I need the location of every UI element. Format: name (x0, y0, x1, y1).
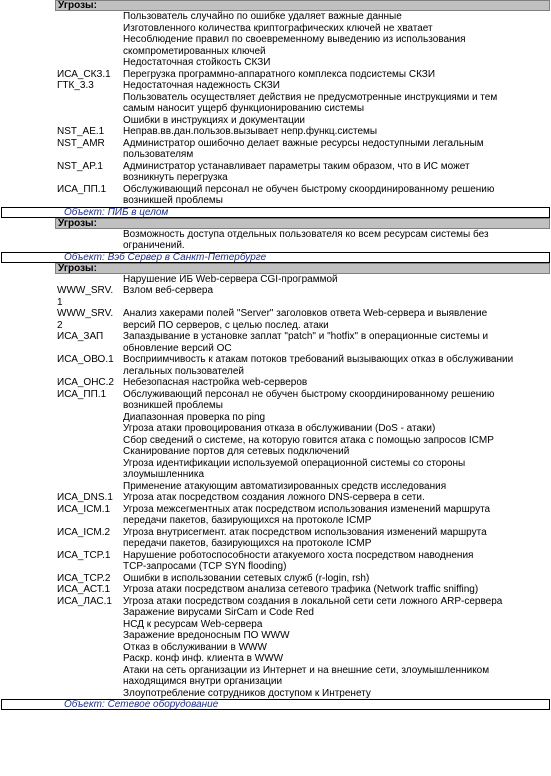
threat-description: Угроза атаки посредством создания в локальной сети сети ложного ARP-сервера (123, 595, 503, 607)
object-row (1, 699, 550, 710)
threat-code (0, 57, 123, 69)
object-row (1, 252, 550, 263)
threat-description: Применение атакующим автоматизированных средств исследования (123, 480, 447, 492)
threat-description: Нарушение ИБ Web-сервера CGI-программой (123, 273, 338, 285)
threat-code: WWW_SRV. 1 (57, 285, 114, 308)
threat-description: Заражение вирусами SirCam и Code Red (123, 607, 314, 618)
threat-row (0, 446, 551, 458)
threat-code (0, 435, 123, 447)
threat-description: Недостаточная стойкость СКЗИ (123, 57, 271, 68)
threat-row (0, 229, 551, 252)
threat-code (0, 630, 123, 642)
threat-code: ИСА_СКЗ.1 (57, 68, 111, 80)
threat-row (0, 389, 551, 412)
threat-row (0, 92, 551, 115)
threat-code (0, 607, 123, 619)
threat-row (0, 504, 551, 527)
threat-description: Сбор сведений о системе, на которую говится атака с помощью запросов ICMP (123, 434, 494, 446)
threat-row (0, 653, 551, 665)
threat-code (0, 688, 123, 700)
threat-description: Угроза идентификации используемой операционной системы со стороны злоумышленника (123, 457, 466, 480)
threat-row (0, 607, 551, 619)
threat-row (0, 115, 551, 127)
threat-code (0, 412, 123, 424)
threat-row (0, 573, 551, 585)
threat-row (0, 354, 551, 377)
threat-code: ИСА_TCP.1 (57, 549, 111, 561)
threat-row (0, 458, 551, 481)
threat-description: Восприимчивость к атакам потоков требований вызывающих отказ в обслуживании легальных пользователей (123, 354, 514, 377)
threat-description: Возможность доступа отдельных пользователя ко всем ресурсам системы без ограничений. (123, 228, 489, 251)
threat-code: ИСА_ICM.1 (57, 503, 111, 515)
threats-header-label: Угрозы: (58, 217, 97, 229)
threat-code (0, 23, 123, 35)
threat-row (0, 331, 551, 354)
threat-description: Перегрузка программно-аппаратного комплекса подсистемы СКЗИ (123, 68, 436, 80)
threat-code (0, 665, 123, 688)
threat-code (0, 642, 123, 654)
threat-description: Взлом веб-сервера (123, 285, 214, 296)
threat-description: Злоупотребление сотрудников доступом к Интренету (123, 687, 371, 699)
threat-row (0, 184, 551, 207)
threat-row (0, 481, 551, 493)
threat-row (0, 377, 551, 389)
threat-code: ИСА_ЗАП (57, 331, 104, 342)
threat-row (0, 161, 551, 184)
threat-code (0, 92, 123, 115)
object-label: Объект: ПИБ в целом (64, 206, 169, 218)
threat-description: Недостаточная надежность СКЗИ (123, 80, 280, 91)
threat-code (0, 115, 123, 127)
threat-description: Обслуживающий персонал не обучен быстрому скоординированному решению возникшей проблемы (123, 183, 495, 206)
threat-description: Небезопасная настройка web-серверов (123, 377, 308, 388)
threat-description: Сканирование портов для сетевых подключений (123, 446, 350, 457)
threat-code (0, 11, 123, 23)
threat-code: NST_AP.1 (57, 160, 103, 172)
threat-row (0, 665, 551, 688)
threat-description: Заражение вредоносным ПО WWW (123, 630, 290, 641)
threat-row (0, 308, 551, 331)
threat-description: Обслуживающий персонал не обучен быстрому скоординированному решению возникшей проблемы (123, 388, 495, 411)
threat-row (0, 527, 551, 550)
threat-description: Раскр. конф инф. клиента в WWW (123, 653, 284, 664)
threat-description: Ошибки в использовании сетевых служб (r-login, rsh) (123, 572, 370, 584)
threat-code: ИСА_ОНС.2 (57, 377, 114, 388)
threat-code (0, 653, 123, 665)
threat-description: Угроза атаки посредством анализа сетевого трафика (Network traffic sniffing) (123, 584, 479, 595)
threat-code (0, 446, 123, 458)
threat-code (0, 481, 123, 493)
threat-code: NST_AE.1 (57, 126, 105, 137)
threat-description: Угроза атаки провоцирования отказа в обслуживании (DoS - атаки) (123, 423, 436, 434)
threat-row (0, 69, 551, 81)
object-label: Объект: Вэб Сервер в Санкт-Петербурге (64, 251, 267, 263)
threat-code: ИСА_ЛАС.1 (57, 595, 112, 607)
threats-header (55, 263, 550, 274)
threat-code: ГТК_3.3 (57, 80, 94, 91)
threat-description: Администратор устанавливает параметры таким образом, что в ИС может возникнуть перегрузка (123, 160, 470, 183)
threat-row (0, 688, 551, 700)
threat-row (0, 630, 551, 642)
threat-code (0, 619, 123, 631)
threat-code (0, 34, 123, 57)
threat-description: Пользователь случайно по ошибке удаляет важные данные (123, 11, 402, 22)
threat-row (0, 23, 551, 35)
threats-header (55, 218, 550, 229)
threat-description: Угроза межсегментных атак посредством использования изменений маршрута передачи пакетов, базирующихся на протоколе ICMP (123, 503, 491, 526)
threat-row (0, 285, 551, 308)
threat-row (0, 619, 551, 631)
threat-code: ИСА_ОВО.1 (57, 354, 114, 365)
threat-description: НСД к ресурсам Web-сервера (123, 618, 263, 630)
threat-code (0, 423, 123, 435)
threat-row (0, 584, 551, 596)
threat-code: ИСА_ПП.1 (57, 183, 107, 195)
threat-description: Ошибки в инструкциях и документации (123, 114, 305, 126)
threat-description: Угроза атак посредством создания ложного DNS-сервера в сети. (123, 492, 425, 503)
threat-code: ИСА_TCP.2 (57, 572, 111, 584)
threat-description: Запаздывание в установке заплат "patch" и "hotfix" в операционные системы и обновление версий ОС (123, 331, 489, 354)
threat-description: Администратор ошибочно делает важные ресурсы недоступными легальным пользователям (123, 137, 484, 160)
threat-code: ИСА_DNS.1 (57, 492, 113, 503)
threat-row (0, 435, 551, 447)
threat-row (0, 412, 551, 424)
threat-description: Несоблюдение правил по своевременному выведению из использования скомпрометированных ключей (123, 34, 466, 57)
threats-header (55, 0, 550, 11)
threats-header-label: Угрозы: (58, 262, 97, 274)
threat-row (0, 550, 551, 573)
object-row (1, 207, 550, 218)
threat-code: ИСА_ПП.1 (57, 388, 107, 400)
object-label: Объект: Сетевое оборудование (64, 699, 219, 710)
threat-description: Изготовленного количества криптографических ключей не хватает (123, 22, 433, 34)
threat-row (0, 80, 551, 92)
threat-code (0, 274, 123, 286)
threat-row (0, 492, 551, 504)
threat-row (0, 11, 551, 23)
threat-row (0, 274, 551, 286)
threat-description: Неправ.вв.дан.пользов.вызывает непр.функц.системы (123, 126, 378, 137)
threat-code (0, 229, 123, 252)
threats-header-label: Угрозы: (58, 0, 97, 11)
threat-description: Атаки на сеть организации из Интернет и на внешние сети, злоумышленником находящимся внутри организации (123, 664, 490, 687)
threat-code (0, 458, 123, 481)
threat-description: Угроза внутрисегмент. атак посредством использования изменений маршрута передачи пакетов, базирующихся на протоколе ICMP (123, 526, 487, 549)
threat-description: Диапазонная проверка по ping (123, 411, 266, 423)
threat-row (0, 138, 551, 161)
threat-description: Пользователь осуществляет действия не предусмотренные инструкциями и тем самым наносит ущерб функционированию системы (123, 91, 498, 114)
threat-code: NST_AMR (57, 137, 105, 149)
threat-row (0, 596, 551, 608)
threat-description: Анализ хакерами полей "Server" заголовков ответа Web-сервера и выявление версий ПО серверов, с целью послед. атаки (123, 308, 488, 331)
threat-description: Нарушение роботоспособности атакуемого хоста посредством наводнения TCP-запросами (TCP SYN flooding) (123, 549, 474, 572)
threat-row (0, 57, 551, 69)
threat-row (0, 423, 551, 435)
threat-description: Отказ в обслуживании в WWW (123, 641, 267, 653)
threat-code: ИСА_АСТ.1 (57, 584, 111, 595)
threat-row (0, 126, 551, 138)
threat-row (0, 34, 551, 57)
threat-code: ИСА_ICM.2 (57, 526, 111, 538)
threat-row (0, 642, 551, 654)
threat-code: WWW_SRV. 2 (57, 308, 114, 331)
